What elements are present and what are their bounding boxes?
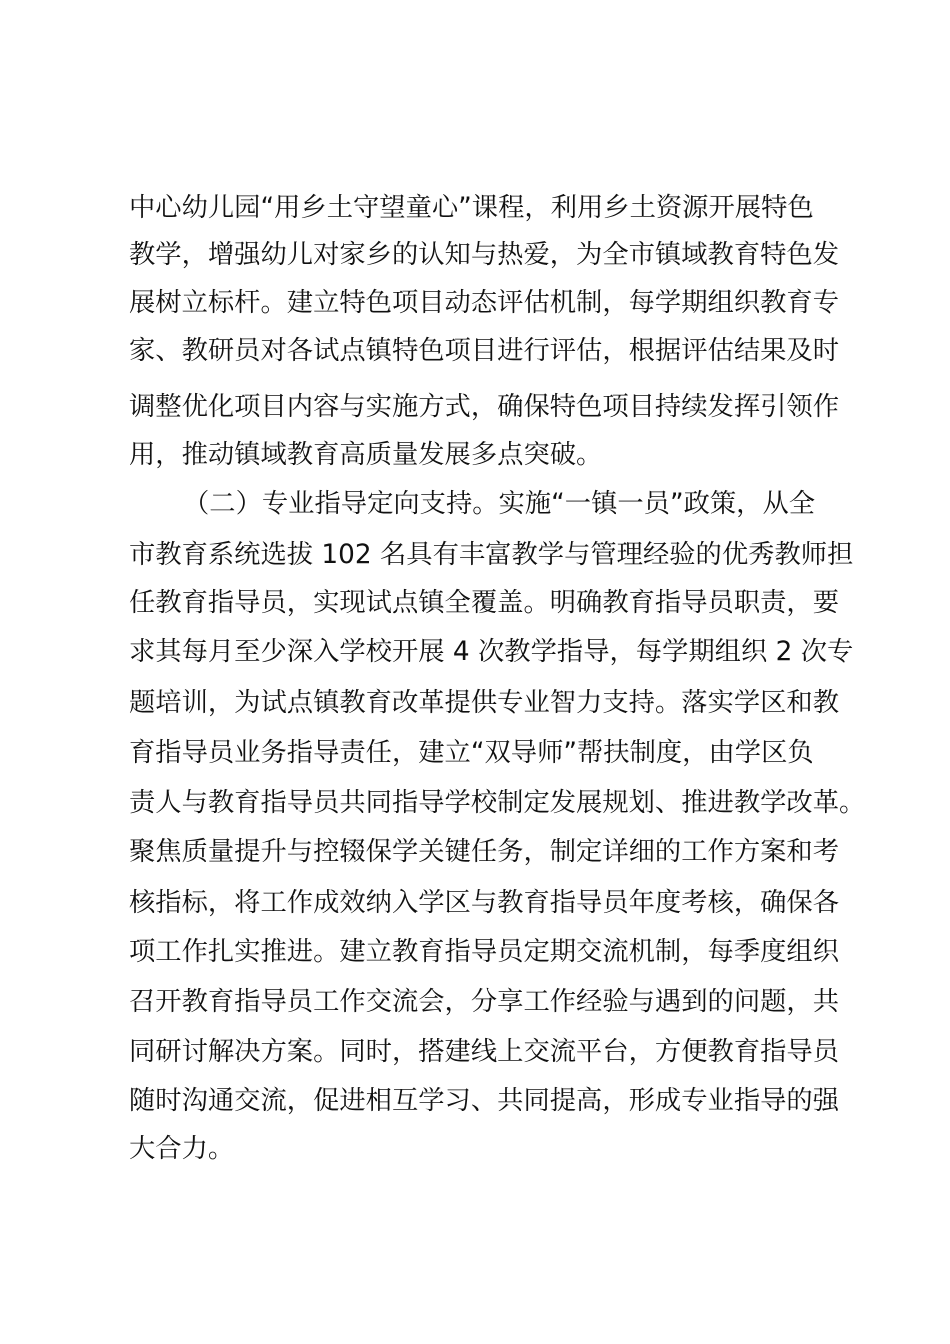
paragraph-line: 随时沟通交流，促进相互学习、共同提高，形成专业指导的强 [129, 1086, 840, 1116]
paragraph-line: 市教育系统选拔 102 名具有丰富教学与管理经验的优秀教师担 [129, 540, 854, 570]
paragraph-line: 展树立标杆。建立特色项目动态评估机制，每学期组织教育专 [129, 288, 840, 318]
paragraph-line: 项工作扎实推进。建立教育指导员定期交流机制，每季度组织 [129, 937, 840, 967]
paragraph-line: 同研讨解决方案。同时，搭建线上交流平台，方便教育指导员 [129, 1037, 840, 1067]
paragraph-line: 大合力。 [129, 1134, 235, 1164]
paragraph-line: 召开教育指导员工作交流会，分享工作经验与遇到的问题，共 [129, 987, 840, 1017]
paragraph-line: 育指导员业务指导责任，建立“双导师”帮扶制度，由学区负 [129, 738, 814, 768]
paragraph-line: 家、教研员对各试点镇特色项目进行评估，根据评估结果及时 [129, 336, 840, 366]
paragraph-line: 责人与教育指导员共同指导学校制定发展规划、推进教学改革。 [129, 788, 866, 818]
paragraph-line: 任教育指导员，实现试点镇全覆盖。明确教育指导员职责，要 [129, 588, 840, 618]
paragraph-line: 教学，增强幼儿对家乡的认知与热爱，为全市镇域教育特色发 [129, 240, 840, 270]
paragraph-line: 用，推动镇域教育高质量发展多点突破。 [129, 440, 603, 470]
paragraph-line: 核指标，将工作成效纳入学区与教育指导员年度考核，确保各 [129, 888, 840, 918]
paragraph-line: 中心幼儿园“用乡土守望童心”课程，利用乡土资源开展特色 [129, 193, 814, 223]
paragraph-line: 求其每月至少深入学校开展 4 次教学指导，每学期组织 2 次专 [129, 637, 854, 667]
paragraph-line: 调整优化项目内容与实施方式，确保特色项目持续发挥引领作 [129, 392, 840, 422]
section-heading-line: （二）专业指导定向支持。实施“一镇一员”政策，从全 [183, 489, 816, 519]
paragraph-line: 题培训，为试点镇教育改革提供专业智力支持。落实学区和教 [129, 688, 840, 718]
paragraph-line: 聚焦质量提升与控辍保学关键任务，制定详细的工作方案和考 [129, 837, 840, 867]
